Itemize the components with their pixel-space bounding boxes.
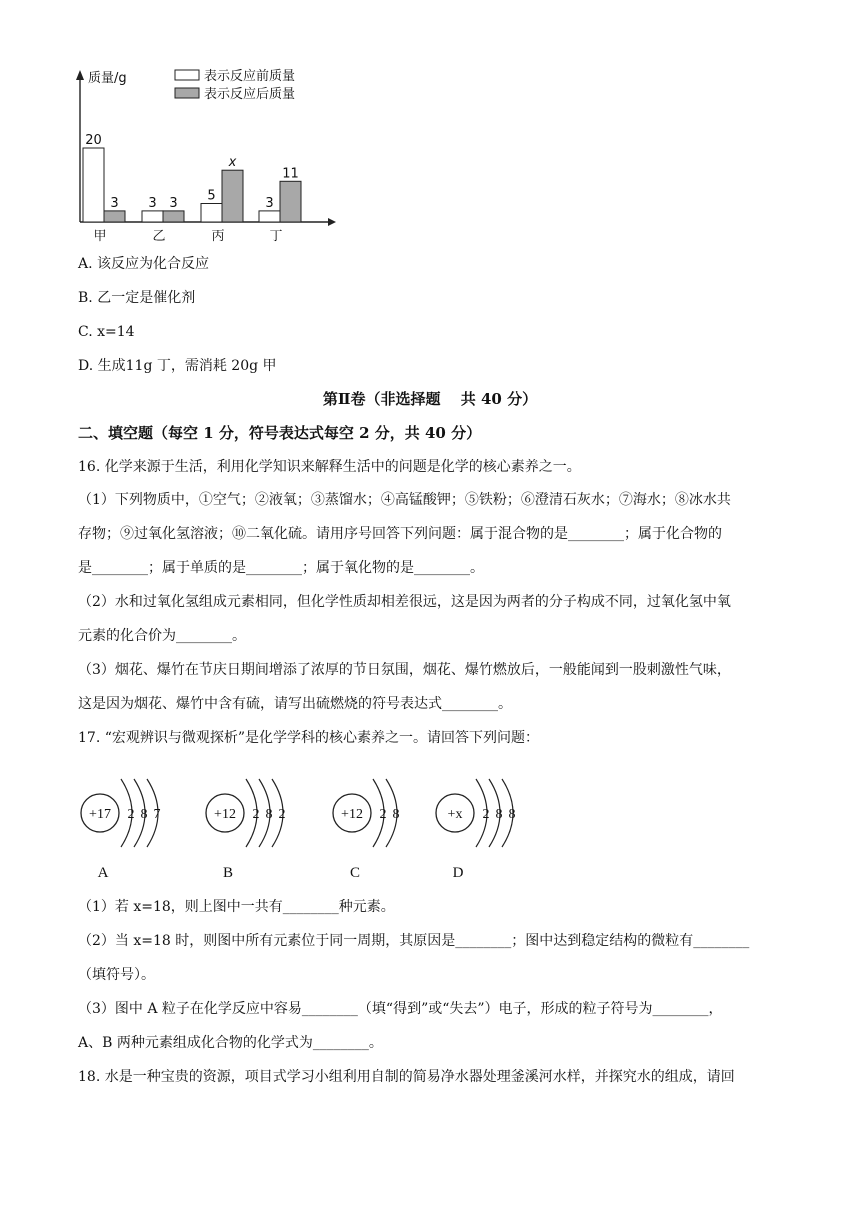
- shell-electrons-B-0: 2: [252, 807, 260, 822]
- y-axis-label: 质量/g: [88, 71, 127, 86]
- q16-part2-line1: （2）水和过氧化氢组成元素相同，但化学性质却相差很远，这是因为两者的分子构成不同，过氧化氢中氧: [78, 594, 731, 610]
- bar-label-丙-1: x: [228, 155, 237, 171]
- section-title: 第Ⅱ卷（非选择题 共 40 分）: [322, 390, 538, 408]
- atom-label-B: B: [222, 865, 234, 881]
- atom-label-A: A: [97, 865, 109, 881]
- option-c: C. x=14: [78, 324, 135, 340]
- q17-intro: 17. “宏观辨识与微观探析”是化学学科的核心素养之一。请回答下列问题：: [78, 730, 540, 746]
- q16-part1-line2: 存物；⑨过氧化氢溶液；⑩二氧化硫。请用序号回答下列问题：属于混合物的是________；属于化合物的: [78, 526, 722, 542]
- q17-part2-line1: （2）当 x=18 时，则图中所有元素位于同一周期，其原因是________；图中达到稳定结构的微粒有________: [78, 933, 750, 949]
- bar-丙-0: [201, 204, 222, 223]
- bar-甲-0: [83, 148, 104, 222]
- q18-intro: 18. 水是一种宝贵的资源，项目式学习小组利用自制的简易净水器处理釜溪河水样，并探究水的组成，请回: [78, 1069, 735, 1085]
- category-label-1: 乙: [152, 229, 166, 244]
- shell-electrons-D-0: 2: [482, 807, 490, 822]
- shell-electrons-D-1: 8: [495, 807, 503, 822]
- y-axis-arrow: [76, 70, 84, 80]
- bar-乙-0: [142, 211, 163, 222]
- atom-label-D: D: [452, 865, 464, 881]
- bar-乙-1: [163, 211, 184, 222]
- bar-label-甲-1: 3: [110, 195, 119, 211]
- option-b: B. 乙一定是催化剂: [78, 290, 196, 306]
- bar-label-丁-0: 3: [265, 195, 274, 211]
- shell-electrons-D-2: 8: [508, 807, 516, 822]
- bar-甲-1: [104, 211, 125, 222]
- q16-intro: 16. 化学来源于生活，利用化学知识来解释生活中的问题是化学的核心素养之一。: [78, 459, 581, 475]
- shell-electrons-A-1: 8: [140, 807, 148, 822]
- option-a: A. 该反应为化合反应: [78, 256, 210, 272]
- legend-swatch-0: [175, 70, 199, 80]
- shell-electrons-B-2: 2: [278, 807, 286, 822]
- shell-electrons-B-1: 8: [265, 807, 273, 822]
- bar-label-甲-0: 20: [85, 133, 102, 148]
- bar-丙-1: [222, 170, 243, 222]
- q17-part2-line2: （填符号）。: [78, 967, 155, 983]
- x-axis-arrow: [328, 218, 336, 226]
- nucleus-charge-B: +12: [214, 807, 236, 822]
- section-heading: 二、填空题（每空 1 分，符号表达式每空 2 分，共 40 分）: [78, 424, 482, 442]
- shell-electrons-A-2: 7: [153, 807, 161, 822]
- atom-label-C: C: [349, 865, 361, 881]
- bar-label-丁-1: 11: [282, 166, 299, 182]
- option-d: D. 生成11g 丁，需消耗 20g 甲: [78, 358, 277, 374]
- q16-part2-line2: 元素的化合价为________。: [78, 628, 246, 644]
- q16-part1-line3: 是________；属于单质的是________；属于氧化物的是________。: [78, 560, 484, 576]
- category-label-0: 甲: [93, 229, 107, 244]
- bar-label-丙-0: 5: [207, 188, 216, 204]
- q17-part3-line1: （3）图中 A 粒子在化学反应中容易________（填“得到”或“失去”）电子，形成的粒子符号为________，: [78, 1001, 723, 1017]
- shell-electrons-C-1: 8: [392, 807, 400, 822]
- nucleus-charge-D: +x: [447, 807, 463, 822]
- q17-part1: （1）若 x=18，则上图中一共有________种元素。: [78, 899, 395, 915]
- bar-label-乙-1: 3: [169, 195, 178, 211]
- q16-part3-line2: 这是因为烟花、爆竹中含有硫，请写出硫燃烧的符号表达式________。: [78, 696, 512, 712]
- shell-electrons-C-0: 2: [379, 807, 387, 822]
- bar-丁-0: [259, 211, 280, 222]
- q16-part1-line1: （1）下列物质中，①空气；②液氧；③蒸馏水；④高锰酸钾；⑤铁粉；⑥澄清石灰水；⑦海水；⑧冰水共: [78, 492, 731, 508]
- legend-label-0: 表示反应前质量: [204, 69, 296, 84]
- category-label-3: 丁: [269, 229, 283, 244]
- nucleus-charge-A: +17: [89, 807, 111, 822]
- mass-bar-chart: [60, 62, 360, 247]
- legend-label-1: 表示反应后质量: [204, 87, 296, 102]
- atom-structure-diagrams: [70, 760, 550, 885]
- legend-swatch-1: [175, 88, 199, 98]
- q17-part3-line2: A、B 两种元素组成化合物的化学式为________。: [78, 1035, 383, 1051]
- shell-electrons-A-0: 2: [127, 807, 135, 822]
- bar-丁-1: [280, 181, 301, 222]
- bar-label-乙-0: 3: [148, 195, 157, 211]
- nucleus-charge-C: +12: [341, 807, 363, 822]
- q16-part3-line1: （3）烟花、爆竹在节庆日期间增添了浓厚的节日氛围，烟花、爆竹燃放后，一般能闻到一股刺激性气味，: [78, 662, 731, 678]
- category-label-2: 丙: [211, 229, 225, 244]
